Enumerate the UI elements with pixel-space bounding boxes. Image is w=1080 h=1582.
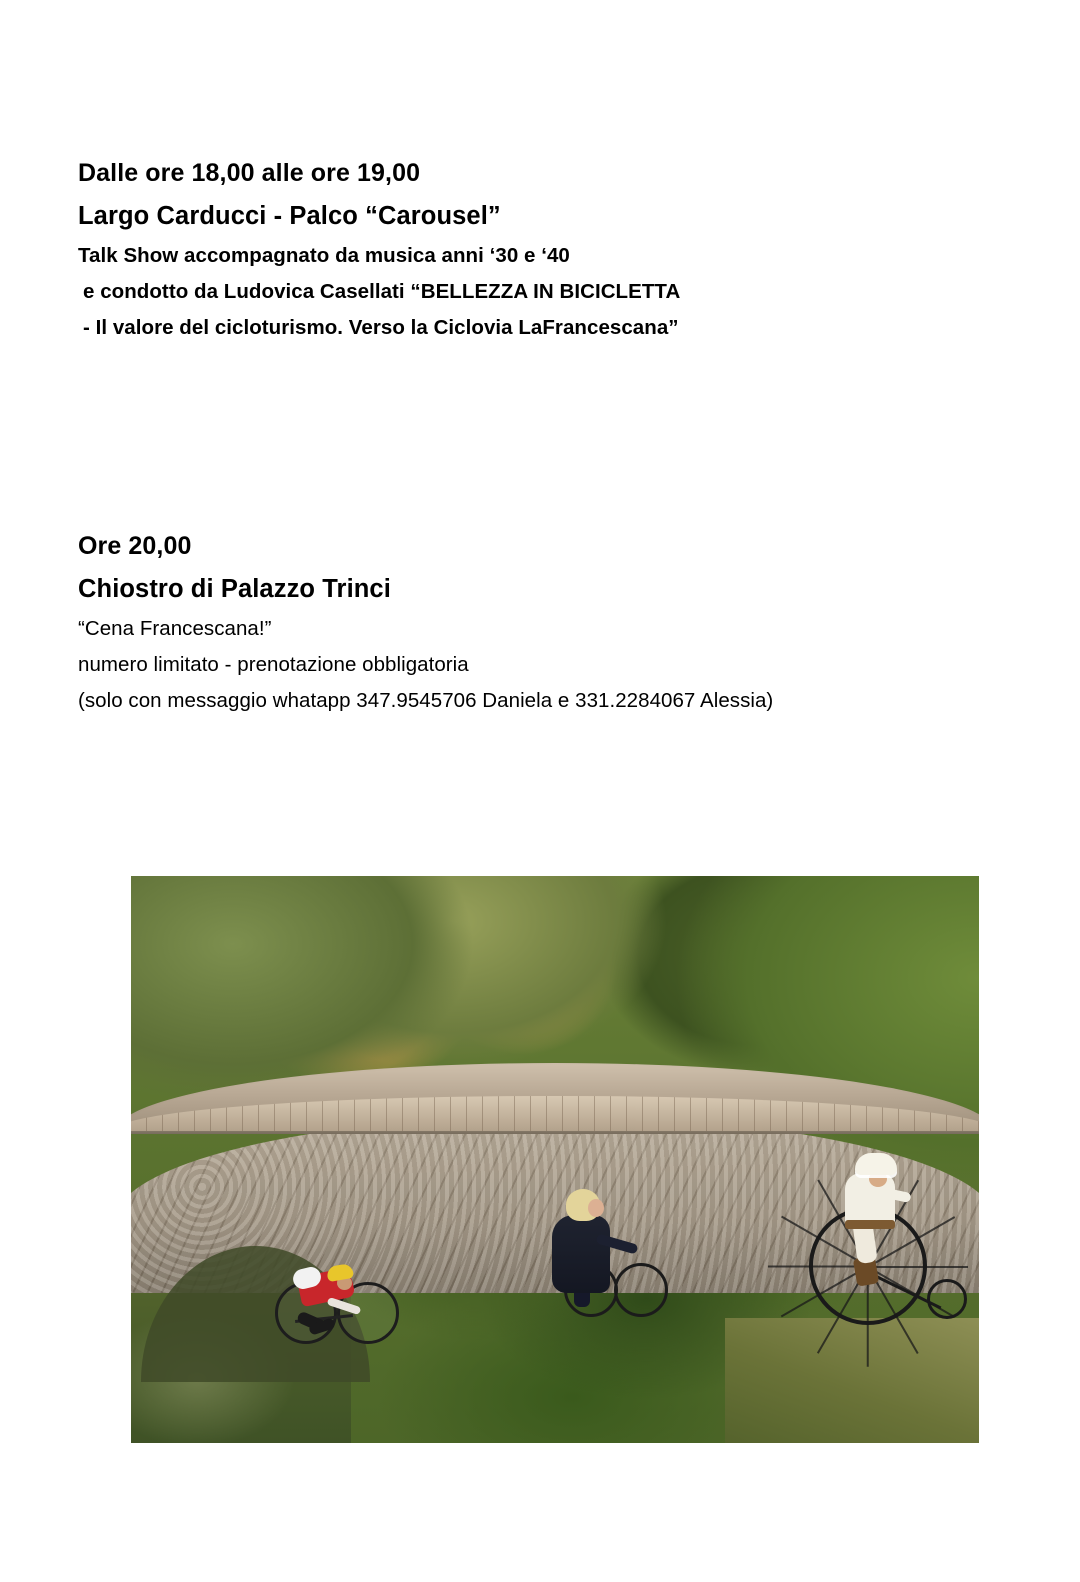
road-cyclist	[275, 1216, 425, 1346]
lady-face	[588, 1199, 604, 1217]
penny-farthing-small-wheel-icon	[927, 1279, 967, 1319]
rider-belt	[845, 1220, 895, 1229]
event-2-line-2: numero limitato - prenotazione obbligatoria	[78, 653, 469, 676]
event-2-line-1: “Cena Francescana!”	[78, 617, 272, 640]
event-2-time: Ore 20,00	[78, 532, 192, 560]
event-2-venue: Chiostro di Palazzo Trinci	[78, 575, 391, 603]
bridge-cyclists-photo	[131, 876, 979, 1443]
event-1-line-3: - Il valore del cicloturismo. Verso la Ciclovia LaFrancescana”	[83, 316, 679, 339]
photo-landscape	[131, 876, 979, 1443]
event-block-1	[78, 152, 998, 346]
event-2-line-3: (solo con messaggio whatapp 347.9545706 Daniela e 331.2284067 Alessia)	[78, 689, 774, 712]
event-1-time: Dalle ore 18,00 alle ore 19,00	[78, 159, 421, 187]
pith-helmet-icon	[855, 1153, 897, 1175]
lady-bicycle-front-wheel-icon	[614, 1263, 668, 1317]
lady-coat	[552, 1215, 610, 1293]
event-1-line-1: Talk Show accompagnato da musica anni ‘30 e ‘40	[78, 244, 570, 267]
event-block-2	[78, 525, 998, 719]
woman-on-bicycle	[530, 1171, 670, 1321]
penny-farthing-rider	[809, 1125, 979, 1325]
event-1-venue: Largo Carducci - Palco “Carousel”	[78, 202, 501, 230]
event-1-line-2: e condotto da Ludovica Casellati “BELLEZZA IN BICICLETTA	[83, 280, 681, 303]
